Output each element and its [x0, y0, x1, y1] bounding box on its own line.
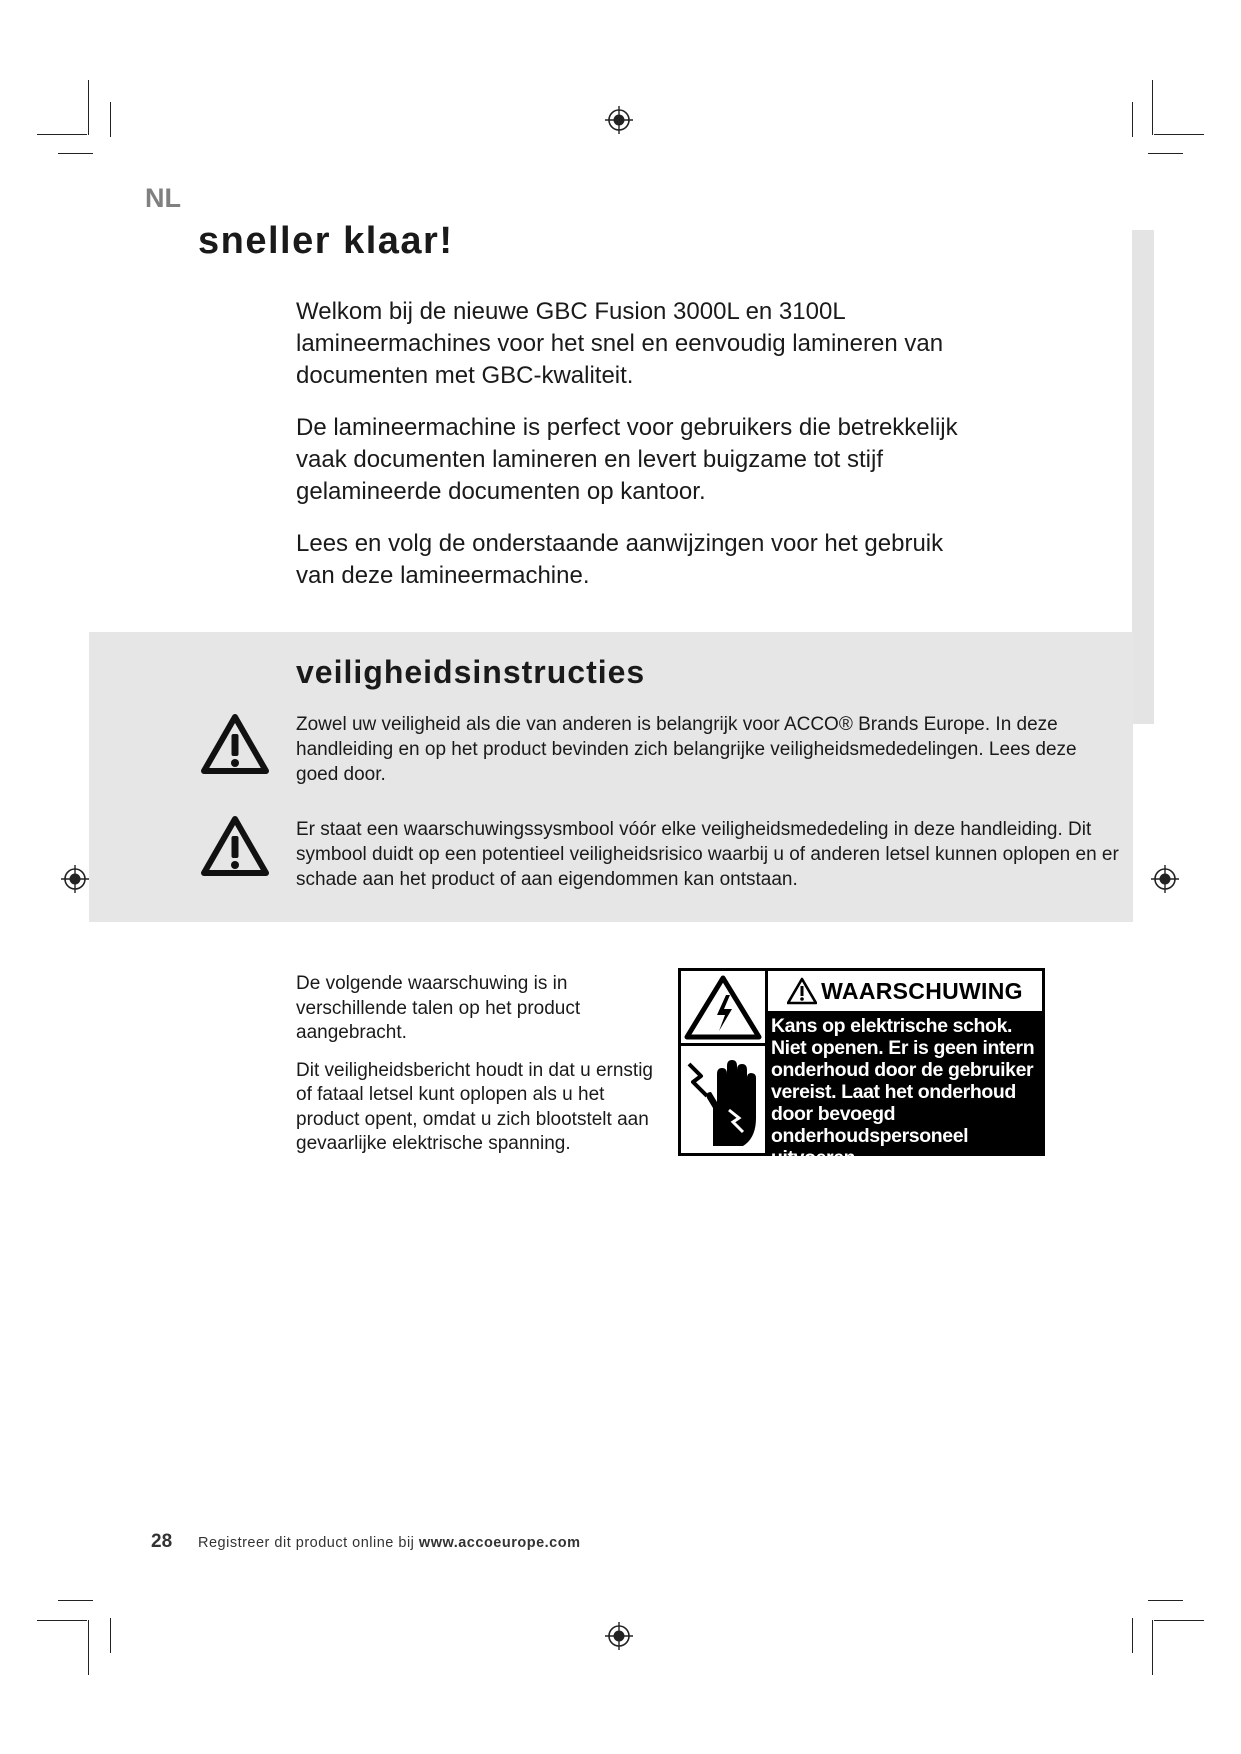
crop-mark	[1148, 1600, 1183, 1601]
warning-label	[678, 968, 1045, 1169]
intro-section	[296, 296, 976, 612]
intro-paragraph: De lamineermachine is perfect voor gebruikers die betrekkelijk vaak documenten lamineren en levert buigzame tot stijf gelamineerde documenten op kantoor.	[296, 414, 958, 505]
electric-shock-triangle-icon	[681, 971, 765, 1046]
crop-mark	[37, 1620, 87, 1621]
warning-label-body: Kans op elektrische schok. Niet openen. Er is geen intern onderhoud door de gebruiker vereist. Laat het onderhoud door bevoegd onderhoudspersoneel uitvoeren.	[771, 1015, 1035, 1169]
warning-triangle-icon	[200, 814, 270, 878]
crop-mark	[110, 102, 111, 137]
crop-mark	[1154, 134, 1204, 135]
page-title: sneller klaar!	[198, 220, 454, 262]
safety-item-text: Er staat een waarschuwingssysmbool vóór elke veiligheidsmededeling in deze handleiding. Dit symbool duidt op een potentieel veiligheidsrisico waarbij u of anderen letsel kunnen oplopen en er schade aan het product of aan eigendommen kan ontstaan.	[296, 819, 1119, 890]
footer-text	[198, 1535, 580, 1551]
hand-shock-icon	[681, 1046, 765, 1153]
side-band	[1132, 230, 1154, 724]
registration-mark-icon	[1150, 864, 1180, 894]
footer-url-link[interactable]: www.accoeurope.com	[418, 1535, 581, 1551]
crop-mark	[1148, 153, 1183, 154]
warning-label-heading	[768, 971, 1042, 1011]
warning-info	[296, 972, 671, 1170]
crop-mark	[88, 1620, 89, 1675]
warning-triangle-icon	[200, 712, 270, 776]
warning-label-text	[768, 971, 1042, 1169]
footer-register-text: Registreer dit product online bij	[198, 1535, 415, 1551]
crop-mark	[1152, 1620, 1153, 1675]
intro-paragraph: Welkom bij de nieuwe GBC Fusion 3000L en 3100L lamineermachines voor het snel en eenvoudig lamineren van documenten met GBC-kwaliteit.	[296, 298, 944, 389]
warning-triangle-icon	[787, 977, 817, 1005]
registration-mark-icon	[604, 1621, 634, 1651]
crop-mark	[1132, 1618, 1133, 1653]
crop-mark	[1132, 102, 1133, 137]
safety-section	[89, 632, 1133, 922]
crop-mark	[37, 134, 87, 135]
language-code: NL	[145, 183, 181, 213]
registration-mark-icon	[60, 864, 90, 894]
warning-label-title: WAARSCHUWING	[821, 977, 1023, 1004]
safety-item-text: Zowel uw veiligheid als die van anderen is belangrijk voor ACCO® Brands Europe. In deze handleiding en op het product bevinden zich belangrijke veiligheidsmededelingen. Lees deze goed door.	[296, 714, 1077, 785]
crop-mark	[1152, 80, 1153, 135]
crop-mark	[58, 1600, 93, 1601]
safety-title: veiligheidsinstructies	[296, 654, 646, 690]
page-number: 28	[151, 1531, 173, 1552]
crop-mark	[110, 1618, 111, 1653]
crop-mark	[58, 153, 93, 154]
intro-paragraph: Lees en volg de onderstaande aanwijzingen voor het gebruik van deze lamineermachine.	[296, 530, 944, 589]
crop-mark	[88, 80, 89, 135]
warning-label-symbols	[681, 971, 765, 1153]
warning-info-paragraph: De volgende waarschuwing is in verschillende talen op het product aangebracht.	[296, 973, 581, 1043]
registration-mark-icon	[604, 105, 634, 135]
warning-info-paragraph: Dit veiligheidsbericht houdt in dat u ernstig of fataal letsel kunt oplopen als u het product opent, omdat u zich blootstelt aan gevaarlijke elektrische spanning.	[296, 1059, 653, 1154]
crop-mark	[1154, 1620, 1204, 1621]
